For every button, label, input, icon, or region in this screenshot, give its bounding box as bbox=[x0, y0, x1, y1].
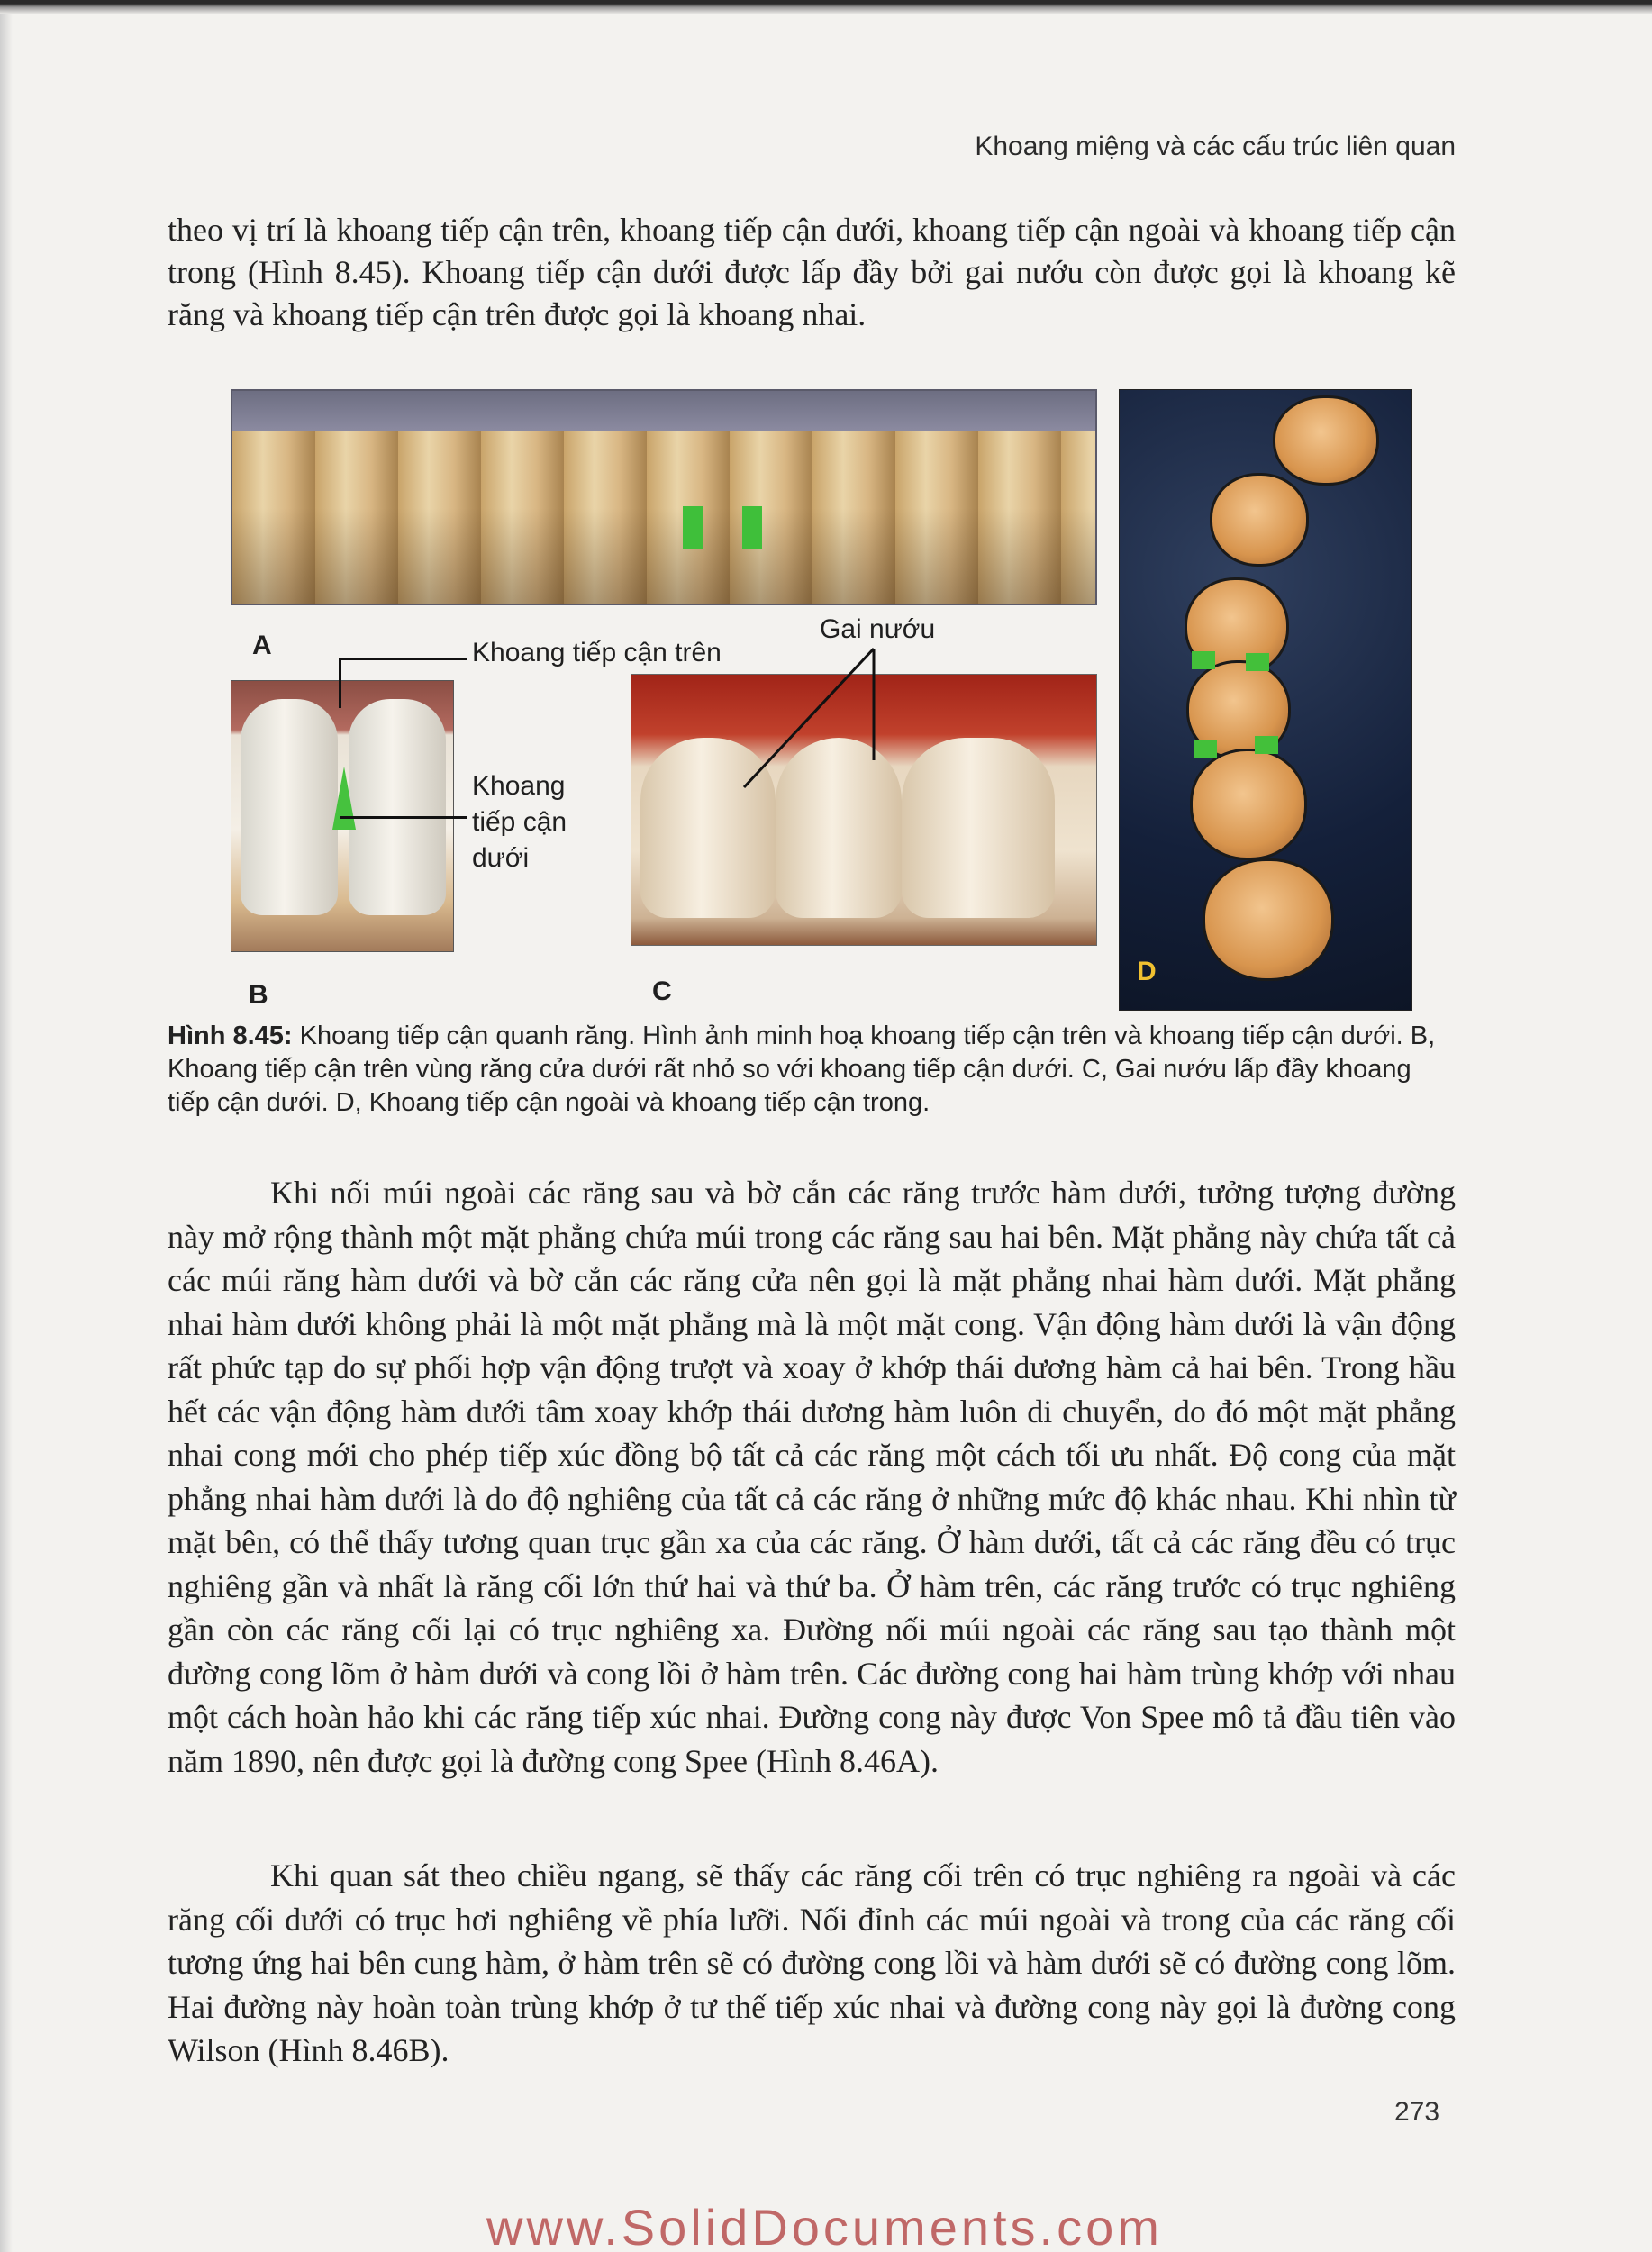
photo-a-background bbox=[232, 391, 1095, 431]
label-upper-embrasure: Khoang tiếp cận trên bbox=[472, 638, 722, 667]
intro-paragraph: theo vị trí là khoang tiếp cận trên, khoang tiếp cận dưới, khoang tiếp cận ngoài và khoang tiếp cận trong (Hình 8.45). Khoang tiếp cận dưới được lấp đầy bởi gai nướu còn được gọi là khoang kẽ răng và khoang tiếp cận trên được gọi là khoang nhai. bbox=[168, 212, 1456, 332]
photo-b-tooth bbox=[241, 699, 338, 915]
photo-a-teeth-row bbox=[231, 389, 1097, 605]
photo-d-embrasure-mark bbox=[1194, 740, 1217, 758]
watermark: www.SolidDocuments.com bbox=[486, 2199, 1163, 2252]
top-rule bbox=[0, 0, 1652, 14]
body-paragraph-2: Khi quan sát theo chiều ngang, sẽ thấy các răng cối trên có trục nghiêng ra ngoài và các răng cối dưới có trục hơi nghiêng về phía lưỡi. Nối đỉnh các múi ngoài và trong của các răng cối tương ứng hai bên cung hàm, ở hàm trên sẽ có đường cong lồi và hàm dưới sẽ có đường cong lõm. Hai đường này hoàn toàn trùng khớp ở tư thế tiếp xúc nhai và đường cong này gọi là đường cong Wilson (Hình 8.46B). bbox=[168, 1857, 1456, 2068]
photo-a-embrasure-mark bbox=[683, 506, 703, 549]
panel-letter-c: C bbox=[652, 976, 672, 1006]
label-gingival-papilla: Gai nướu bbox=[820, 614, 936, 644]
panel-letter-b: B bbox=[249, 980, 268, 1010]
photo-d-occlusal-view bbox=[1119, 389, 1412, 1011]
leader-lines-papilla bbox=[721, 643, 901, 796]
label-lower-embrasure-2: tiếp cận bbox=[472, 807, 567, 837]
running-head: Khoang miệng và các cấu trúc liên quan bbox=[975, 132, 1456, 161]
leader-line bbox=[339, 658, 341, 708]
photo-d-tooth bbox=[1273, 395, 1379, 486]
body-paragraph-1: Khi nối múi ngoài các răng sau và bờ cắn các răng trước hàm dưới, tưởng tượng đường này mở rộng thành một mặt phẳng chứa múi trong các răng sau hai bên. Mặt phẳng này chứa tất cả các múi răng hàm dưới và bờ cắn các răng cửa nên gọi là mặt phẳng nhai hàm dưới. Mặt phẳng nhai hàm dưới không phải là một mặt phẳng mà là một mặt cong. Vận động hàm dưới là vận động rất phức tạp do sự phối hợp vận động trượt và xoay ở khớp thái dương hàm cả hai bên. Trong hầu hết các vận động hàm dưới tâm xoay khớp thái dương hàm luôn di chuyển, do đó một mặt phẳng nhai cong mới cho phép tiếp xúc đồng bộ tất cả các răng một cách tối ưu nhất. Độ cong của mặt phẳng nhai hàm dưới là do độ nghiêng của tất cả các răng ở những mức độ khác nhau. Khi nhìn từ mặt bên, có thể thấy tương quan trục gần xa của các răng. Ở hàm dưới, tất cả các răng đều có trục nghiêng gần và nhất là răng cối lớn thứ hai và thứ ba. Ở hàm trên, các răng trước có trục nghiêng gần còn các răng cối lại có trục nghiêng xa. Đường nối múi ngoài các răng sau tạo thành một đường cong lõm ở hàm dưới và cong lồi ở hàm trên. Các đường cong hai hàm trùng khớp với nhau một cách hoàn hảo khi các răng tiếp xúc nhai. Đường cong này được Von Spee mô tả đầu tiên vào năm 1890, nên được gọi là đường cong Spee (Hình 8.46A). bbox=[168, 1175, 1456, 1779]
leader-line bbox=[339, 658, 467, 660]
page-edge bbox=[0, 0, 13, 2252]
figure-caption bbox=[168, 1020, 1456, 1120]
photo-a-embrasure-mark bbox=[742, 506, 762, 549]
caption-title: Hình 8.45: bbox=[168, 1022, 293, 1050]
panel-letter-a: A bbox=[252, 631, 272, 660]
photo-b-tooth bbox=[349, 699, 446, 915]
leader-line bbox=[340, 816, 467, 819]
photo-d-embrasure-mark bbox=[1246, 653, 1269, 671]
photo-d-embrasure-mark bbox=[1255, 736, 1278, 754]
page-number: 273 bbox=[1394, 2097, 1440, 2127]
photo-d-tooth bbox=[1203, 858, 1334, 981]
caption-text: Khoang tiếp cận quanh răng. Hình ảnh minh hoạ khoang tiếp cận trên và khoang tiếp cận dưới. B, Khoang tiếp cận trên vùng răng cửa dưới rất nhỏ so với khoang tiếp cận dưới. C, Gai nướu lấp đầy khoang tiếp cận dưới. D, Khoang tiếp cận ngoài và khoang tiếp cận trong. bbox=[168, 1022, 1436, 1117]
photo-d-tooth bbox=[1210, 473, 1309, 567]
label-lower-embrasure-3: dưới bbox=[472, 843, 530, 873]
photo-c-tooth bbox=[902, 738, 1055, 918]
photo-d-embrasure-mark bbox=[1192, 651, 1215, 669]
photo-d-tooth bbox=[1190, 749, 1307, 860]
label-lower-embrasure-1: Khoang bbox=[472, 771, 566, 801]
panel-letter-d: D bbox=[1137, 957, 1157, 986]
